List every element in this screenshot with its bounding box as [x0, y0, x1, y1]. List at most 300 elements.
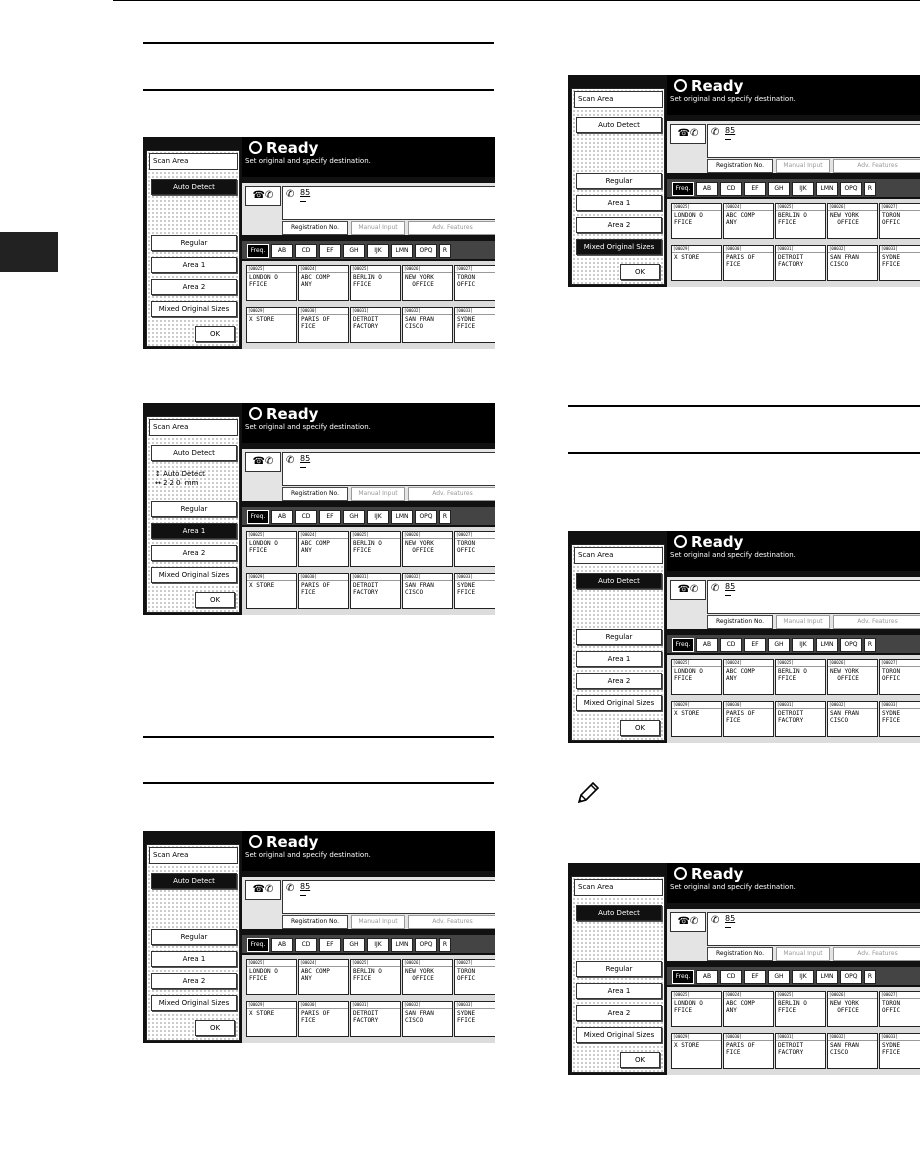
index-tabs	[667, 635, 920, 653]
index-tab[interactable]: LMN	[816, 182, 838, 196]
tab-registration-no[interactable]: Registration No.	[282, 487, 348, 501]
destination-key[interactable]	[723, 701, 774, 737]
destination-name: LONDON O FFICE	[249, 968, 278, 982]
destination-name: DETROIT FACTORY	[353, 582, 379, 596]
index-tab-freq[interactable]: Freq.	[247, 244, 269, 258]
index-tab[interactable]: IJK	[792, 638, 814, 652]
area-2-button[interactable]: Area 2	[151, 545, 237, 561]
ok-button[interactable]: OK	[195, 326, 235, 342]
fax-screen-1	[143, 137, 495, 349]
destination-key[interactable]	[402, 307, 453, 343]
index-tab[interactable]: CD	[720, 970, 742, 984]
index-tab[interactable]: AB	[271, 938, 293, 952]
destination-grid	[667, 987, 920, 1075]
destination-key[interactable]	[454, 1001, 495, 1037]
destination-name: ABC COMP ANY	[726, 668, 755, 682]
ok-button[interactable]: OK	[195, 592, 235, 608]
input-cursor	[300, 201, 306, 202]
status-message: Set original and specify destination.	[670, 551, 796, 559]
destination-key[interactable]	[246, 265, 297, 301]
destination-name: SYDNE FFICE	[882, 254, 901, 268]
fax-screen-4	[568, 75, 920, 287]
index-tab[interactable]: IJK	[792, 970, 814, 984]
index-tab[interactable]: GH	[768, 970, 790, 984]
ready-circle-icon	[674, 79, 687, 92]
input-cursor	[300, 467, 306, 468]
destination-key[interactable]	[723, 991, 774, 1027]
input-cursor	[725, 595, 731, 596]
area-1-button[interactable]: Area 1	[576, 195, 662, 211]
destination-name: DETROIT FACTORY	[353, 1010, 379, 1024]
destination-number: [00027]	[455, 960, 495, 967]
tab-manual-input[interactable]: Manual Input	[351, 915, 405, 929]
destination-number: [00032]	[828, 246, 877, 253]
tab-manual-input[interactable]: Manual Input	[776, 159, 830, 173]
chapter-tab	[0, 232, 58, 272]
destination-name: BERLIN O FFICE	[353, 274, 382, 288]
destination-key[interactable]	[350, 959, 401, 995]
destination-key[interactable]	[298, 959, 349, 995]
index-tab[interactable]: LMN	[816, 638, 838, 652]
destination-key[interactable]	[246, 1001, 297, 1037]
destination-name: NEW YORK OFFICE	[830, 1000, 859, 1014]
status-bar	[667, 531, 920, 571]
fax-phone-icon[interactable]: ☎✆	[245, 452, 281, 472]
destination-field[interactable]	[282, 186, 495, 220]
destination-key[interactable]	[298, 531, 349, 567]
index-tab[interactable]: GH	[768, 182, 790, 196]
index-tab[interactable]: R	[439, 510, 451, 524]
scan-area-title: Scan Area	[574, 879, 663, 896]
auto-detect-button[interactable]: Auto Detect	[151, 445, 237, 461]
tab-manual-input[interactable]: Manual Input	[351, 221, 405, 235]
destination-key[interactable]	[350, 307, 401, 343]
index-tab[interactable]: GH	[343, 938, 365, 952]
destination-name: ABC COMP ANY	[726, 212, 755, 226]
destination-number: [00025]	[672, 992, 721, 999]
destination-grid	[242, 527, 495, 615]
index-tab[interactable]: EF	[744, 638, 766, 652]
index-tab[interactable]: AB	[696, 970, 718, 984]
ok-button[interactable]: OK	[620, 1052, 660, 1068]
area-2-button[interactable]: Area 2	[576, 673, 662, 689]
tab-registration-no[interactable]: Registration No.	[707, 615, 773, 629]
status-bar	[242, 403, 495, 443]
destination-key[interactable]	[671, 245, 722, 281]
destination-key[interactable]	[350, 1001, 401, 1037]
ok-button[interactable]: OK	[620, 720, 660, 736]
destination-name: PARIS OF FICE	[726, 254, 755, 268]
mixed-original-sizes-button[interactable]: Mixed Original Sizes	[151, 567, 237, 583]
destination-number: [00026]	[403, 532, 452, 539]
destination-number: [00024]	[724, 204, 773, 211]
fax-phone-icon[interactable]: ☎✆	[670, 912, 706, 932]
index-tabs	[242, 241, 495, 259]
destination-name: TORON OFFIC	[457, 540, 476, 554]
destination-key[interactable]	[775, 659, 826, 695]
destination-key[interactable]	[402, 531, 453, 567]
destination-number: [00032]	[403, 1002, 452, 1009]
fax-screen-3	[143, 831, 495, 1043]
phone-handset-icon: ✆	[711, 583, 720, 594]
tab-adv-features[interactable]: Adv. Features	[408, 221, 495, 235]
index-tab[interactable]: OPQ	[840, 638, 862, 652]
ready-circle-icon	[249, 407, 262, 420]
destination-key[interactable]	[454, 307, 495, 343]
tab-adv-features[interactable]: Adv. Features	[833, 159, 920, 173]
index-tab[interactable]: GH	[343, 244, 365, 258]
index-tab-freq[interactable]: Freq.	[247, 938, 269, 952]
destination-key[interactable]	[350, 265, 401, 301]
tab-adv-features[interactable]: Adv. Features	[833, 615, 920, 629]
destination-field[interactable]	[707, 580, 920, 614]
index-tab[interactable]: OPQ	[415, 938, 437, 952]
index-tab[interactable]: AB	[271, 244, 293, 258]
destination-key[interactable]	[454, 265, 495, 301]
destination-name: NEW YORK OFFICE	[405, 540, 434, 554]
destination-name: SYDNE FFICE	[457, 1010, 476, 1024]
area-2-button[interactable]: Area 2	[151, 279, 237, 295]
destination-key[interactable]	[402, 573, 453, 609]
area-1-button[interactable]: Area 1	[576, 651, 662, 667]
destination-number: [00033]	[880, 702, 920, 709]
tab-adv-features[interactable]: Adv. Features	[833, 947, 920, 961]
auto-detect-button[interactable]: Auto Detect	[576, 905, 662, 921]
ok-button[interactable]: OK	[620, 264, 660, 280]
destination-key[interactable]	[246, 307, 297, 343]
destination-name: PARIS OF FICE	[726, 1042, 755, 1056]
destination-name: ABC COMP ANY	[301, 274, 330, 288]
destination-field[interactable]	[282, 880, 495, 914]
ready-circle-icon	[674, 867, 687, 880]
destination-number: [00029]	[672, 246, 721, 253]
index-tab[interactable]: IJK	[367, 510, 389, 524]
status-message: Set original and specify destination.	[245, 157, 371, 165]
destination-name: X STORE	[674, 254, 700, 261]
area-1-button[interactable]: Area 1	[576, 983, 662, 999]
ready-text: Ready	[266, 405, 319, 423]
index-tab[interactable]: EF	[319, 938, 341, 952]
destination-number: [00026]	[828, 204, 877, 211]
fax-phone-icon[interactable]: ☎✆	[670, 124, 706, 144]
destination-number: [00033]	[455, 1002, 495, 1009]
mixed-original-sizes-button[interactable]: Mixed Original Sizes	[151, 301, 237, 317]
status-bar	[242, 137, 495, 177]
destination-key[interactable]	[827, 701, 878, 737]
tab-manual-input[interactable]: Manual Input	[351, 487, 405, 501]
scan-area-title: Scan Area	[149, 419, 238, 436]
fax-screen-5	[568, 531, 920, 743]
ok-button[interactable]: OK	[195, 1020, 235, 1036]
area-2-button[interactable]: Area 2	[576, 1005, 662, 1021]
destination-number: [00024]	[299, 266, 348, 273]
index-tab[interactable]: AB	[696, 638, 718, 652]
destination-key[interactable]	[879, 1033, 920, 1069]
destination-key[interactable]	[454, 573, 495, 609]
index-tab[interactable]: EF	[319, 244, 341, 258]
regular-button[interactable]: Regular	[151, 235, 237, 251]
destination-key[interactable]	[723, 203, 774, 239]
index-tab[interactable]: R	[864, 638, 876, 652]
index-tab[interactable]: CD	[295, 244, 317, 258]
index-tab[interactable]: AB	[271, 510, 293, 524]
fax-phone-icon[interactable]: ☎✆	[245, 880, 281, 900]
destination-number: [00031]	[776, 246, 825, 253]
destination-number: [00027]	[455, 532, 495, 539]
destination-number: [00030]	[724, 246, 773, 253]
destination-number: [00024]	[299, 960, 348, 967]
destination-name: TORON OFFIC	[882, 668, 901, 682]
destination-name: TORON OFFIC	[882, 212, 901, 226]
destination-name: SAN FRAN CISCO	[405, 1010, 434, 1024]
index-tab[interactable]: OPQ	[415, 510, 437, 524]
tab-registration-no[interactable]: Registration No.	[707, 159, 773, 173]
destination-key[interactable]	[350, 573, 401, 609]
destination-number: [00032]	[828, 702, 877, 709]
fax-screen-2	[143, 403, 495, 615]
ready-text: Ready	[691, 533, 744, 551]
index-tab-freq[interactable]: Freq.	[672, 970, 694, 984]
destination-name: TORON OFFIC	[882, 1000, 901, 1014]
destination-key[interactable]	[402, 1001, 453, 1037]
destination-number: [00030]	[724, 1034, 773, 1041]
destination-name: TORON OFFIC	[457, 274, 476, 288]
index-tab[interactable]: EF	[744, 182, 766, 196]
area-1-button[interactable]: Area 1	[151, 523, 237, 539]
top-rule	[113, 0, 920, 1]
index-tab[interactable]: OPQ	[415, 244, 437, 258]
destination-name: PARIS OF FICE	[301, 582, 330, 596]
fax-phone-icon[interactable]: ☎✆	[245, 186, 281, 206]
index-tab[interactable]: LMN	[391, 938, 413, 952]
auto-detect-button[interactable]: Auto Detect	[151, 873, 237, 889]
destination-key[interactable]	[879, 991, 920, 1027]
status-message: Set original and specify destination.	[245, 851, 371, 859]
tab-manual-input[interactable]: Manual Input	[776, 615, 830, 629]
destination-number: [00030]	[299, 574, 348, 581]
auto-detect-button[interactable]: Auto Detect	[576, 117, 662, 133]
auto-detect-button[interactable]: Auto Detect	[576, 573, 662, 589]
index-tab[interactable]: CD	[720, 638, 742, 652]
index-tab[interactable]: IJK	[367, 938, 389, 952]
tab-adv-features[interactable]: Adv. Features	[408, 915, 495, 929]
area-2-button[interactable]: Area 2	[576, 217, 662, 233]
destination-name: PARIS OF FICE	[726, 710, 755, 724]
destination-key[interactable]	[671, 1033, 722, 1069]
area-1-button[interactable]: Area 1	[151, 257, 237, 273]
destination-key[interactable]	[723, 659, 774, 695]
destination-key[interactable]	[298, 573, 349, 609]
auto-info-label: Auto Detect	[163, 470, 205, 478]
tab-registration-no[interactable]: Registration No.	[282, 915, 348, 929]
destination-number: [00027]	[880, 992, 920, 999]
destination-key[interactable]	[775, 203, 826, 239]
destination-code: 85	[725, 914, 736, 923]
index-tab[interactable]: R	[439, 938, 451, 952]
index-tab[interactable]: IJK	[792, 182, 814, 196]
index-tab-freq[interactable]: Freq.	[247, 510, 269, 524]
destination-key[interactable]	[827, 245, 878, 281]
index-tab[interactable]: R	[864, 970, 876, 984]
status-bar	[242, 831, 495, 871]
regular-button[interactable]: Regular	[576, 961, 662, 977]
tab-registration-no[interactable]: Registration No.	[282, 221, 348, 235]
destination-key[interactable]	[298, 1001, 349, 1037]
destination-number: [00031]	[351, 1002, 400, 1009]
destination-name: BERLIN O FFICE	[353, 968, 382, 982]
destination-name: BERLIN O FFICE	[778, 1000, 807, 1014]
index-tab[interactable]: IJK	[367, 244, 389, 258]
index-tab[interactable]: OPQ	[840, 970, 862, 984]
destination-name: TORON OFFIC	[457, 968, 476, 982]
destination-key[interactable]	[775, 245, 826, 281]
destination-number: [00031]	[351, 308, 400, 315]
destination-key[interactable]	[879, 701, 920, 737]
destination-name: PARIS OF FICE	[301, 316, 330, 330]
destination-key[interactable]	[454, 531, 495, 567]
area-1-button[interactable]: Area 1	[151, 951, 237, 967]
destination-name: SYDNE FFICE	[882, 710, 901, 724]
auto-info-value: 220	[163, 479, 183, 487]
destination-key[interactable]	[298, 265, 349, 301]
ready-text: Ready	[691, 77, 744, 95]
destination-key[interactable]	[775, 1033, 826, 1069]
index-tab[interactable]: AB	[696, 182, 718, 196]
regular-button[interactable]: Regular	[576, 629, 662, 645]
destination-key[interactable]	[775, 991, 826, 1027]
destination-key[interactable]	[454, 959, 495, 995]
destination-key[interactable]	[671, 991, 722, 1027]
index-tab[interactable]: GH	[343, 510, 365, 524]
index-tab[interactable]: CD	[720, 182, 742, 196]
destination-name: SYDNE FFICE	[457, 316, 476, 330]
ready-text: Ready	[691, 865, 744, 883]
index-tab-freq[interactable]: Freq.	[672, 182, 694, 196]
destination-key[interactable]	[350, 531, 401, 567]
destination-grid	[242, 955, 495, 1043]
mixed-original-sizes-button[interactable]: Mixed Original Sizes	[576, 1027, 662, 1043]
index-tabs	[667, 179, 920, 197]
destination-name: X STORE	[249, 316, 275, 323]
destination-name: NEW YORK OFFICE	[405, 968, 434, 982]
mixed-original-sizes-button[interactable]: Mixed Original Sizes	[576, 695, 662, 711]
destination-name: X STORE	[249, 1010, 275, 1017]
destination-number: [00033]	[455, 308, 495, 315]
tab-adv-features[interactable]: Adv. Features	[408, 487, 495, 501]
regular-button[interactable]: Regular	[576, 173, 662, 189]
heading-rule	[143, 89, 494, 91]
destination-name: DETROIT FACTORY	[353, 316, 379, 330]
destination-field[interactable]	[707, 124, 920, 158]
destination-field[interactable]	[282, 452, 495, 486]
index-tab[interactable]: EF	[319, 510, 341, 524]
destination-key[interactable]	[246, 959, 297, 995]
index-tab[interactable]: LMN	[816, 970, 838, 984]
tab-registration-no[interactable]: Registration No.	[707, 947, 773, 961]
input-cursor	[725, 139, 731, 140]
index-tab[interactable]: EF	[744, 970, 766, 984]
destination-number: [00024]	[299, 532, 348, 539]
fax-phone-icon[interactable]: ☎✆	[670, 580, 706, 600]
destination-number: [00025]	[776, 660, 825, 667]
ready-circle-icon	[249, 141, 262, 154]
destination-name: LONDON O FFICE	[249, 274, 278, 288]
index-tab[interactable]: GH	[768, 638, 790, 652]
destination-name: X STORE	[249, 582, 275, 589]
destination-name: X STORE	[674, 1042, 700, 1049]
tab-manual-input[interactable]: Manual Input	[776, 947, 830, 961]
ready-status	[249, 139, 318, 157]
destination-key[interactable]	[723, 1033, 774, 1069]
destination-key[interactable]	[671, 203, 722, 239]
destination-name: LONDON O FFICE	[674, 668, 703, 682]
index-tab[interactable]: LMN	[391, 244, 413, 258]
phone-handset-icon: ✆	[711, 915, 720, 926]
destination-key[interactable]	[402, 265, 453, 301]
destination-key[interactable]	[246, 531, 297, 567]
destination-name: SAN FRAN CISCO	[830, 254, 859, 268]
destination-key[interactable]	[827, 1033, 878, 1069]
ready-status	[249, 405, 318, 423]
mixed-original-sizes-button[interactable]: Mixed Original Sizes	[151, 995, 237, 1011]
destination-name: ABC COMP ANY	[301, 540, 330, 554]
destination-key[interactable]	[402, 959, 453, 995]
mixed-original-sizes-button[interactable]: Mixed Original Sizes	[576, 239, 662, 255]
destination-key[interactable]	[671, 701, 722, 737]
index-tab-freq[interactable]: Freq.	[672, 638, 694, 652]
auto-detect-button[interactable]: Auto Detect	[151, 179, 237, 195]
index-tab[interactable]: R	[864, 182, 876, 196]
index-tab[interactable]: LMN	[391, 510, 413, 524]
heading-rule	[568, 405, 920, 407]
destination-number: [00030]	[299, 308, 348, 315]
destination-number: [00032]	[828, 1034, 877, 1041]
index-tab[interactable]: R	[439, 244, 451, 258]
destination-key[interactable]	[723, 245, 774, 281]
destination-key[interactable]	[298, 307, 349, 343]
destination-key[interactable]	[879, 245, 920, 281]
destination-key[interactable]	[827, 659, 878, 695]
heading-rule	[568, 452, 920, 454]
destination-name: SAN FRAN CISCO	[830, 1042, 859, 1056]
destination-number: [00029]	[247, 1002, 296, 1009]
ready-circle-icon	[674, 535, 687, 548]
destination-key[interactable]	[827, 991, 878, 1027]
destination-key[interactable]	[775, 701, 826, 737]
phone-handset-icon: ✆	[286, 883, 295, 894]
destination-field[interactable]	[707, 912, 920, 946]
destination-key[interactable]	[879, 659, 920, 695]
index-tab[interactable]: CD	[295, 938, 317, 952]
status-message: Set original and specify destination.	[245, 423, 371, 431]
destination-number: [00024]	[724, 992, 773, 999]
destination-name: X STORE	[674, 710, 700, 717]
status-bar	[667, 863, 920, 903]
destination-key[interactable]	[671, 659, 722, 695]
destination-name: SYDNE FFICE	[457, 582, 476, 596]
regular-button[interactable]: Regular	[151, 929, 237, 945]
destination-name: PARIS OF FICE	[301, 1010, 330, 1024]
index-tab[interactable]: CD	[295, 510, 317, 524]
destination-key[interactable]	[879, 203, 920, 239]
destination-key[interactable]	[827, 203, 878, 239]
destination-number: [00025]	[776, 204, 825, 211]
destination-key[interactable]	[246, 573, 297, 609]
destination-number: [00026]	[403, 266, 452, 273]
regular-button[interactable]: Regular	[151, 501, 237, 517]
area-2-button[interactable]: Area 2	[151, 973, 237, 989]
index-tab[interactable]: OPQ	[840, 182, 862, 196]
